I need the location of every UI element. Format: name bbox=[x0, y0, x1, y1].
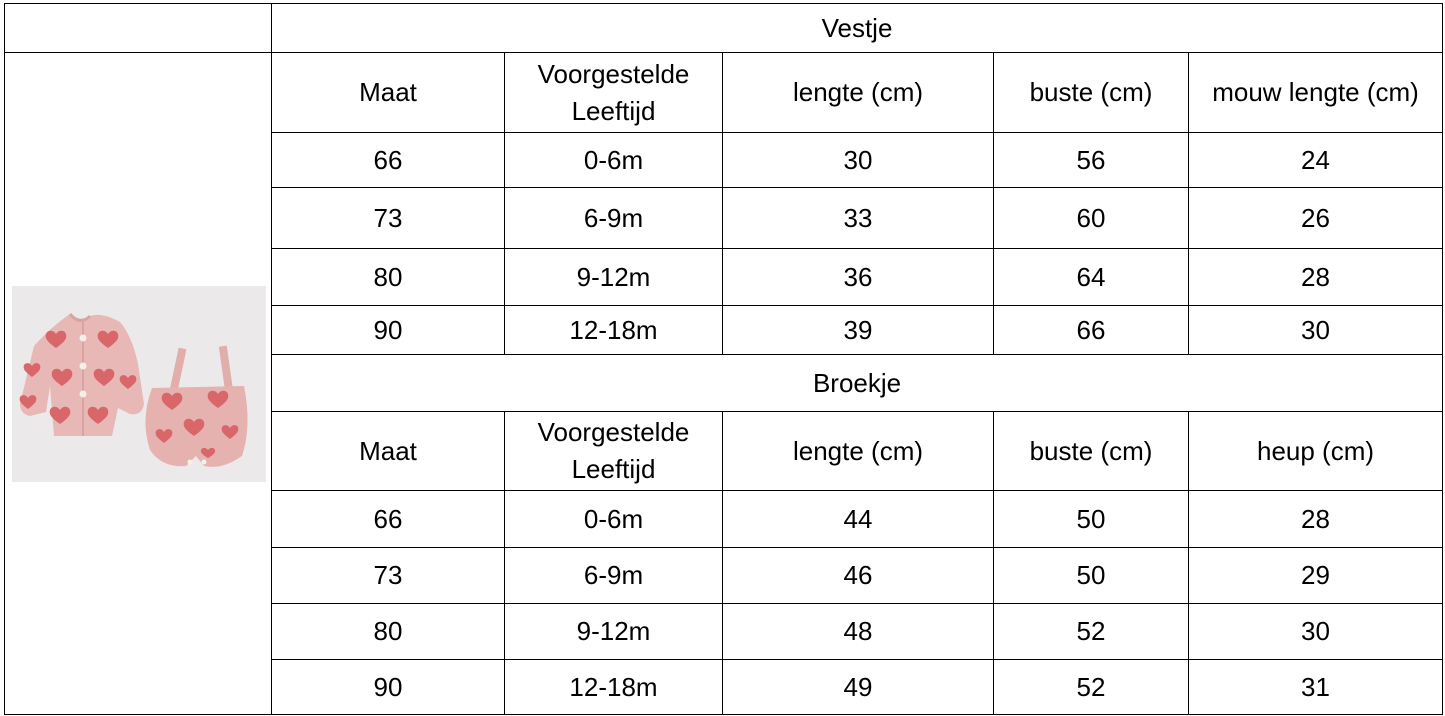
header-cell: Voorgestelde Leeftijd bbox=[505, 412, 723, 491]
header-cell: Maat bbox=[272, 412, 505, 491]
hip-cell: 31 bbox=[1189, 660, 1443, 715]
chest-cell: 50 bbox=[994, 491, 1189, 548]
age-cell: 12-18m bbox=[505, 306, 723, 355]
age-cell: 6-9m bbox=[505, 188, 723, 249]
header-cell: lengte (cm) bbox=[723, 53, 994, 133]
size-cell: 80 bbox=[272, 604, 505, 660]
chest-cell: 52 bbox=[994, 604, 1189, 660]
length-cell: 49 bbox=[723, 660, 994, 715]
length-cell: 30 bbox=[723, 133, 994, 188]
length-cell: 44 bbox=[723, 491, 994, 548]
sleeve-length-cell: 24 bbox=[1189, 133, 1443, 188]
product-photo-cell bbox=[5, 53, 272, 715]
age-cell: 9-12m bbox=[505, 249, 723, 306]
hip-cell: 29 bbox=[1189, 548, 1443, 604]
size-cell: 90 bbox=[272, 306, 505, 355]
size-cell: 90 bbox=[272, 660, 505, 715]
button-dot bbox=[80, 334, 87, 341]
blank-corner-cell bbox=[5, 4, 272, 53]
header-cell: mouw lengte (cm) bbox=[1189, 53, 1443, 133]
chest-cell: 52 bbox=[994, 660, 1189, 715]
chest-cell: 60 bbox=[994, 188, 1189, 249]
vestje-header-row bbox=[5, 53, 1443, 133]
button-dot bbox=[202, 459, 207, 464]
button-dot bbox=[188, 459, 193, 464]
header-cell: Voorgestelde Leeftijd bbox=[505, 53, 723, 133]
header-cell: lengte (cm) bbox=[723, 412, 994, 491]
hip-cell: 28 bbox=[1189, 491, 1443, 548]
product-photo bbox=[12, 286, 266, 482]
age-cell: 0-6m bbox=[505, 133, 723, 188]
size-cell: 66 bbox=[272, 491, 505, 548]
sleeve-length-cell: 30 bbox=[1189, 306, 1443, 355]
header-cell: buste (cm) bbox=[994, 53, 1189, 133]
chest-cell: 64 bbox=[994, 249, 1189, 306]
hip-cell: 30 bbox=[1189, 604, 1443, 660]
length-cell: 46 bbox=[723, 548, 994, 604]
age-cell: 6-9m bbox=[505, 548, 723, 604]
age-cell: 9-12m bbox=[505, 604, 723, 660]
age-cell: 12-18m bbox=[505, 660, 723, 715]
length-cell: 39 bbox=[723, 306, 994, 355]
knitted-outfit-illustration bbox=[12, 286, 266, 482]
size-cell: 80 bbox=[272, 249, 505, 306]
chest-cell: 66 bbox=[994, 306, 1189, 355]
sleeve-length-cell: 28 bbox=[1189, 249, 1443, 306]
length-cell: 33 bbox=[723, 188, 994, 249]
length-cell: 48 bbox=[723, 604, 994, 660]
length-cell: 36 bbox=[723, 249, 994, 306]
header-cell: Maat bbox=[272, 53, 505, 133]
age-cell: 0-6m bbox=[505, 491, 723, 548]
size-cell: 66 bbox=[272, 133, 505, 188]
chest-cell: 56 bbox=[994, 133, 1189, 188]
header-cell: heup (cm) bbox=[1189, 412, 1443, 491]
vestje-title: Vestje bbox=[272, 4, 1443, 53]
size-cell: 73 bbox=[272, 188, 505, 249]
header-cell: buste (cm) bbox=[994, 412, 1189, 491]
vestje-title-row bbox=[5, 4, 1443, 53]
sleeve-length-cell: 26 bbox=[1189, 188, 1443, 249]
broekje-title: Broekje bbox=[272, 355, 1443, 412]
button-dot bbox=[80, 390, 87, 397]
size-chart-table bbox=[4, 3, 1443, 715]
chest-cell: 50 bbox=[994, 548, 1189, 604]
size-cell: 73 bbox=[272, 548, 505, 604]
button-dot bbox=[80, 362, 87, 369]
